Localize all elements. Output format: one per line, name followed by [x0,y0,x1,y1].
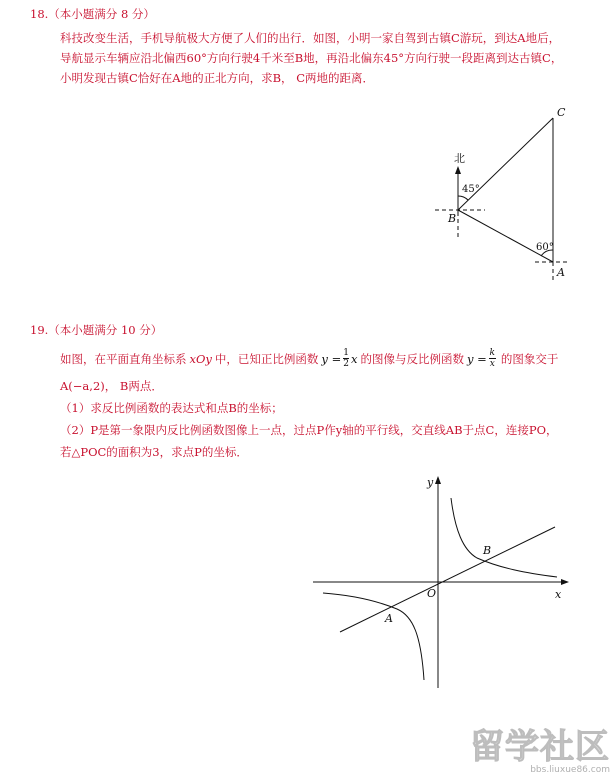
point-c-label: C [557,106,566,119]
angle-arc-45 [458,196,468,200]
q19-f2-fraction [489,348,496,369]
hyperbola-branch-third-quadrant [323,593,424,680]
segment-ba [458,210,553,262]
y-axis-label: y [427,476,434,489]
q19-f1-num: 1 [343,348,349,358]
point-a-label: A [385,612,393,625]
angle-60-label: 60° [536,242,554,253]
origin-label: O [427,587,437,600]
segment-bc [458,118,553,210]
q19-figure [305,470,575,695]
q18-figure [420,100,580,290]
x-axis-arrow [561,579,569,585]
watermark [470,729,610,775]
q19-line1-text-c: 的图像与反比例函数 [360,351,464,366]
watermark-url: bbs.liuxue86.com [530,765,610,775]
q19-f2-lhs: y = [466,351,487,366]
q18-header: 18.（本小题满分 8 分） [30,7,155,21]
q19-line-1 [60,348,558,369]
point-a-label: A [557,266,565,279]
q19-formula-1 [321,348,357,369]
hyperbola-branch-first-quadrant [451,498,557,577]
q18-line-2: 导航显示车辆应沿北偏西60°方向行驶4千米至B地，再沿北偏东45°方向行驶一段距离到达古镇C， [60,51,563,65]
north-arrow-head [455,166,461,174]
q19-line-2: A(−a,2)， B两点． [60,379,163,393]
q19-part-1: （1）求反比例函数的表达式和点B的坐标； [60,401,283,415]
x-axis-label: x [555,588,562,601]
q19-line1-text-b: 中，已知正比例函数 [214,351,319,366]
q19-f1-den: 2 [343,359,349,369]
q18-line-3: 小明发现古镇C恰好在A地的正北方向，求B， C两地的距离． [60,71,375,85]
q18-line-1: 科技改变生活，手机导航极大方便了人们的出行．如图，小明一家自驾到古镇C游玩，到达A地后， [60,31,561,45]
q19-formula-2 [467,348,498,369]
q19-part-2-line-1: （2）P是第一象限内反比例函数图像上一点，过点P作y轴的平行线，交直线AB于点C，连接PO， [60,423,558,437]
q19-header: 19.（本小题满分 10 分） [30,323,163,337]
angle-45-label: 45° [462,184,480,195]
watermark-logo-text: 留学社区 [470,727,610,767]
q19-part-2-line-2: 若△POC的面积为3，求点P的坐标． [60,445,248,459]
q19-xoy: xOy [189,351,212,366]
point-b-label: B [483,544,492,557]
q19-line1-text-a: 如图，在平面直角坐标系 [60,351,187,366]
q19-f2-num: k [489,348,496,358]
q19-f1-var: x [350,351,358,366]
q19-f1-fraction [343,348,349,369]
north-label: 北 [454,152,465,165]
point-b-label: B [448,212,457,225]
q19-f2-den: x [489,359,495,369]
proportional-line [340,527,555,632]
q19-f1-lhs: y = [321,351,342,366]
q19-line1-text-d: 的图象交于 [500,351,559,366]
y-axis-arrow [435,476,441,484]
